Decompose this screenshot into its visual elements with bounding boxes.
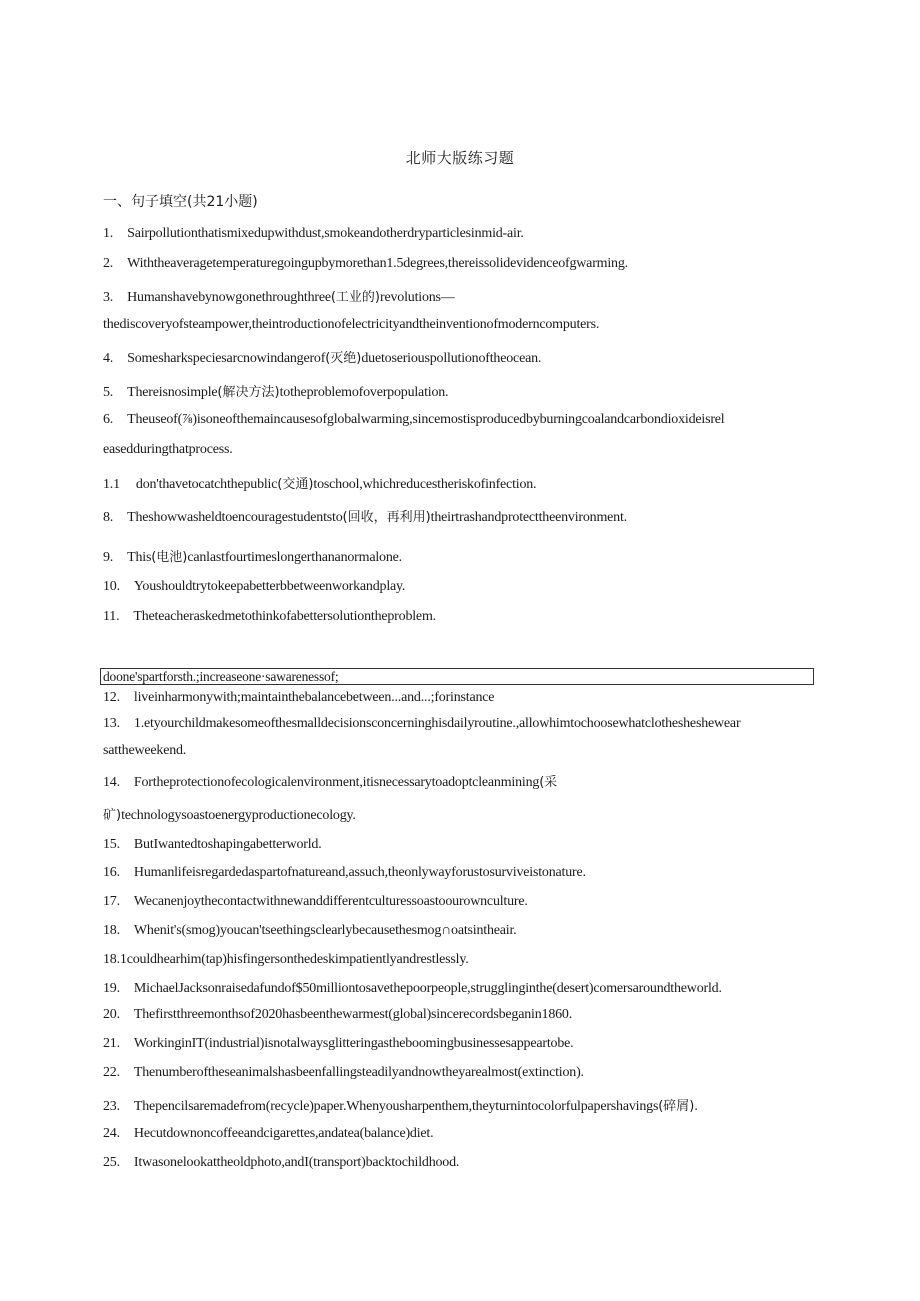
chinese-hint: (交通) bbox=[277, 477, 314, 492]
page-title: 北师大版练习题 bbox=[405, 149, 515, 167]
question-11 bbox=[103, 609, 436, 625]
word-bank-box: doone'spartforsth.;increaseone·sawarenessof; bbox=[100, 668, 814, 685]
question-23 bbox=[103, 1095, 698, 1115]
question-21 bbox=[103, 1036, 573, 1052]
question-text: Theuseof(⅞)isoneofthemaincausesofglobalwarming,sincemostisproducedbyburningcoalandcarbondioxideisrel bbox=[127, 412, 725, 427]
question-2 bbox=[103, 256, 628, 272]
question-text-end: duetoseriouspollutionoftheocean. bbox=[361, 351, 542, 366]
question-text: Whenit's(smog)youcan'tseethingsclearlybecausethesmog∩oatsintheair. bbox=[133, 923, 517, 938]
question-number: 18. bbox=[103, 923, 120, 938]
question-number: 4. bbox=[103, 351, 114, 366]
question-text-end: totheproblemofoverpopulation. bbox=[279, 385, 449, 400]
question-text: Wecanenjoythecontactwithnewanddifferentculturessoastoourownculture. bbox=[133, 894, 528, 909]
question-14-continued bbox=[103, 804, 356, 824]
question-3 bbox=[103, 286, 455, 306]
question-12 bbox=[103, 690, 494, 706]
chinese-hint: (解决方法) bbox=[217, 385, 280, 400]
question-text: Sairpollutionthatismixedupwithdust,smokeandotherdryparticlesinmid-air. bbox=[127, 226, 524, 241]
question-13-continued: sattheweekend. bbox=[103, 743, 187, 758]
question-text: 1.etyourchildmakesomeofthesmalldecisionsconcerninghisdailyroutine.,allowhimtochoosewhatclothesheshewear bbox=[133, 716, 741, 731]
question-22 bbox=[103, 1065, 584, 1081]
question-number: 21. bbox=[103, 1036, 120, 1051]
question-number: 2. bbox=[103, 256, 114, 271]
question-number: 24. bbox=[103, 1126, 120, 1141]
question-text-end: . bbox=[694, 1099, 698, 1114]
question-number: 17. bbox=[103, 894, 120, 909]
question-24 bbox=[103, 1126, 433, 1142]
question-text-end: revolutions— bbox=[380, 290, 455, 305]
question-number: 6. bbox=[103, 412, 114, 427]
chinese-hint: (碎屑) bbox=[658, 1099, 695, 1114]
question-number: 16. bbox=[103, 865, 120, 880]
question-text: WorkinginIT(industrial)isnotalwaysglitteringastheboomingbusinessesappeartobe. bbox=[133, 1036, 574, 1051]
question-17 bbox=[103, 894, 528, 910]
question-text-end: canlastfourtimeslongerthananormalone. bbox=[187, 550, 402, 565]
question-number: 15. bbox=[103, 837, 120, 852]
question-number: 12. bbox=[103, 690, 120, 705]
question-text: Theteacheraskedmetothinkofabettersolutiontheproblem. bbox=[133, 609, 436, 624]
question-4 bbox=[103, 347, 541, 367]
question-18 bbox=[103, 923, 516, 939]
question-number: 14. bbox=[103, 775, 120, 790]
question-16 bbox=[103, 865, 586, 881]
section-heading: 一、句子填空(共21小题) bbox=[103, 194, 258, 210]
question-number: 5. bbox=[103, 385, 114, 400]
question-5 bbox=[103, 381, 448, 401]
question-18-1 bbox=[103, 952, 469, 968]
question-number: 25. bbox=[103, 1155, 120, 1170]
question-10 bbox=[103, 579, 405, 595]
question-6 bbox=[103, 412, 724, 428]
question-number: 18.1 bbox=[103, 952, 127, 967]
question-number: 10. bbox=[103, 579, 120, 594]
question-3-continued: thediscoveryofsteampower,theintroductionofelectricityandtheinventionofmoderncomputers. bbox=[103, 317, 600, 332]
question-13 bbox=[103, 716, 740, 732]
chinese-hint: (工业的) bbox=[330, 290, 381, 305]
question-8 bbox=[103, 506, 627, 526]
question-text: This bbox=[127, 550, 152, 565]
chinese-hint: (回收，再利用) bbox=[342, 510, 431, 525]
question-text: Itwasonelookattheoldphoto,andI(transport)backtochildhood. bbox=[133, 1155, 460, 1170]
question-text: Thefirstthreemonthsof2020hasbeenthewarmest(global)sincerecordsbeganin1860. bbox=[133, 1007, 573, 1022]
question-text: Hecutdownoncoffeeandcigarettes,andatea(balance)diet. bbox=[133, 1126, 434, 1141]
question-text: Withtheaveragetemperaturegoingupbymorethan1.5degrees,thereissolidevidenceofgwarming. bbox=[127, 256, 628, 271]
question-text: don'thavetocatchthepublic bbox=[135, 477, 278, 492]
question-text: Theshowwasheldtoencouragestudentsto bbox=[127, 510, 343, 525]
question-number: 1.1 bbox=[103, 477, 120, 492]
question-1 bbox=[103, 226, 524, 242]
question-number: 13. bbox=[103, 716, 120, 731]
question-number: 1. bbox=[103, 226, 114, 241]
question-25 bbox=[103, 1155, 459, 1171]
question-text: couldhearhim(tap)hisfingersonthedeskimpatientlyandrestlessly. bbox=[126, 952, 469, 967]
question-6-continued: easedduringthatprocess. bbox=[103, 442, 233, 457]
question-text-end: technologysoastoenergyproductionecology. bbox=[121, 808, 356, 823]
question-number: 22. bbox=[103, 1065, 120, 1080]
question-text: Humanlifeisregardedaspartofnatureand,assuch,theonlywayforustosurviveistonature. bbox=[133, 865, 586, 880]
question-number: 19. bbox=[103, 981, 120, 996]
question-text: Somesharkspeciesarcnowindangerof bbox=[127, 351, 326, 366]
question-number: 23. bbox=[103, 1099, 120, 1114]
question-text: Fortheprotectionofecologicalenvironment,itisnecessarytoadoptcleanmining bbox=[133, 775, 540, 790]
question-20 bbox=[103, 1007, 572, 1023]
question-19 bbox=[103, 981, 722, 997]
question-number: 8. bbox=[103, 510, 114, 525]
question-text: Thepencilsaremadefrom(recycle)paper.Whenyousharpenthem,theyturnintocolorfulpapershavings bbox=[133, 1099, 659, 1114]
question-text: MichaelJacksonraisedafundof$50milliontosavethepoorpeople,strugglinginthe(desert)comersaroundtheworld. bbox=[133, 981, 722, 996]
question-text-end: toschool,whichreducestheriskofinfection. bbox=[313, 477, 537, 492]
question-text: Thereisnosimple bbox=[127, 385, 218, 400]
question-number: 3. bbox=[103, 290, 114, 305]
chinese-hint-end: 矿) bbox=[103, 808, 122, 823]
question-number: 9. bbox=[103, 550, 114, 565]
question-text: Humanshavebynowgonethroughthree bbox=[127, 290, 331, 305]
chinese-hint: (采 bbox=[539, 775, 558, 790]
question-text: ButIwantedtoshapingabetterworld. bbox=[133, 837, 322, 852]
question-text: Youshouldtrytokeepabetterbbetweenworkandplay. bbox=[133, 579, 406, 594]
question-9 bbox=[103, 546, 402, 566]
question-number: 20. bbox=[103, 1007, 120, 1022]
question-text: liveinharmonywith;maintainthebalancebetween...and...;forinstance bbox=[133, 690, 495, 705]
question-15 bbox=[103, 837, 322, 853]
chinese-hint: (电池) bbox=[151, 550, 188, 565]
question-text-end: theirtrashandprotecttheenvironment. bbox=[430, 510, 627, 525]
chinese-hint: (灭绝) bbox=[325, 351, 362, 366]
question-14 bbox=[103, 771, 557, 791]
question-text: Thenumberoftheseanimalshasbeenfallingsteadilyandnowtheyarealmost(extinction). bbox=[133, 1065, 584, 1080]
question-7 bbox=[103, 473, 536, 493]
question-number: 11. bbox=[103, 609, 120, 624]
